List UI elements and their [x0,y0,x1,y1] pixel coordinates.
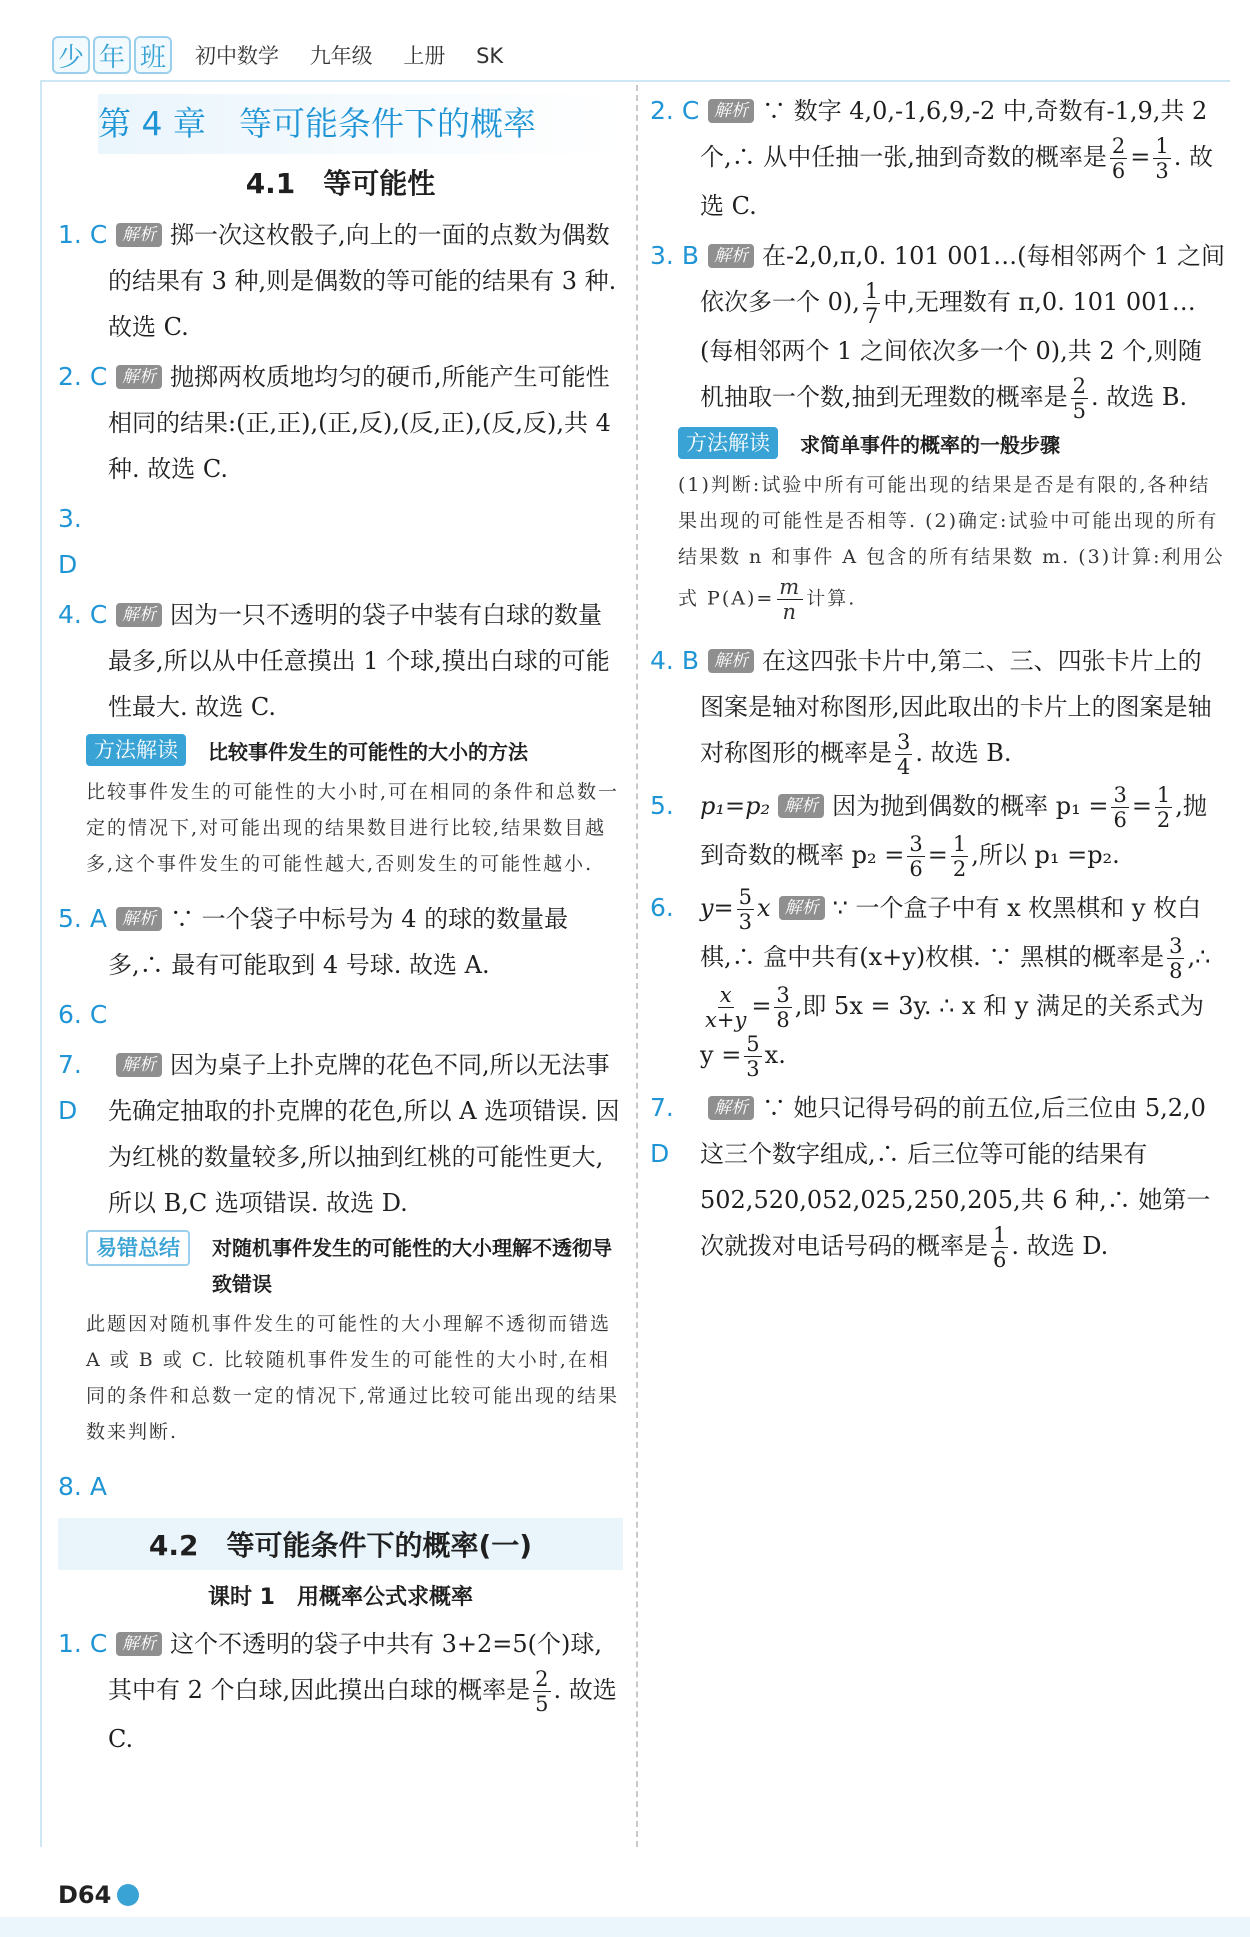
fraction: $\frac{3}{8}$ [1169,934,1183,983]
brand-char: 少 [52,36,90,74]
method-title: 求简单事件的概率的一般步骤 [800,433,1060,457]
header-meta [195,40,527,70]
analysis-tag: 解析 [708,649,754,673]
question-number: 8. [58,1472,82,1501]
answer-item [58,496,623,588]
fraction: $\frac{1}{2}$ [1156,783,1171,832]
answer-letter: D [58,1096,78,1125]
answer-item [58,896,623,988]
answer-item [58,1464,623,1510]
brand-logo [52,36,175,74]
fraction: $\frac{1}{6}$ [993,1223,1007,1272]
left-frame-rule [40,80,42,1847]
lesson-title: 课时 1 用概率公式求概率 [208,1585,473,1610]
chapter-title: 第 4 章 等可能条件下的概率 [98,94,623,154]
analysis-text: 因为桌子上扑克牌的花色不同,所以无法事先确定抽取的扑克牌的花色,所以 A 选项错误. 因为红桃的数量较多,所以抽到红桃的可能性更大,所以 B,C 选项错误. 故选 D. [108,1051,620,1217]
method-tag: 方法解读 [678,427,778,459]
fraction: $\frac{1}{7}$ [864,279,879,328]
answer-letter: C [89,600,108,629]
answer-item: 6. y= $\frac{5}{3}$ x 解析 ∵ 一个盒子中有 x 枚黑棋和 y 枚白棋,∴ 盒中共有(x+y)枚棋. ∵ 黑棋的概率是 $\frac{3}{8}$ ,∴ $\frac{x}{x+y}$ = $\frac{3}{8}$ ,即 5x = 3y. ∴ x 和 y 满足的关系式为 y = $\frac{5}{3}$ x. [650,885,1211,1081]
analysis-tag: 解析 [708,244,754,268]
analysis-tag: 解析 [116,907,162,931]
fraction: $\frac{2}{5}$ [535,1667,549,1716]
question-number: 4. [58,600,82,629]
answer-item [58,1042,623,1226]
section-title: 4.1 等可能性 [245,167,436,200]
analysis-text: 抛掷两枚质地均匀的硬币,所能产生可能性相同的结果:(正,正),(正,反),(反,正),(反,反),共 4 种. 故选 C. [108,363,611,483]
analysis-tag: 解析 [116,1053,162,1077]
brand-char: 年 [93,36,131,74]
section-title: 4.2 等可能条件下的概率(一) [58,1518,623,1570]
column-divider [636,85,638,1847]
question-number: 2. [650,96,674,125]
right-column [650,88,1225,1276]
answer-item [58,212,623,350]
method-body: 比较事件发生的可能性的大小时,可在相同的条件和总数一定的情况下,对可能出现的结果数目进行比较,结果数目越多,这个事件发生的可能性越大,否则发生的可能性越小. [86,781,620,875]
question-number: 6. [650,893,674,922]
analysis-text: 这个不透明的袋子中共有 3+2=5(个)球,其中有 2 个白球,因此摸出白球的概率是 [108,1630,603,1704]
question-number: 1. [58,220,82,249]
analysis-tag: 解析 [116,223,162,247]
method-tag: 方法解读 [86,734,186,766]
fraction: $\frac{m}{n}$ [779,575,802,624]
brand-char: 班 [134,36,172,74]
answer-letter: D [650,1139,670,1168]
answer-item: 5. p₁=p₂ 解析 因为抛到偶数的概率 p₁ = $\frac{3}{6}$ = $\frac{1}{2}$ ,抛到奇数的概率 p₂ = $\frac{3}{6}$ = $\frac{1}{2}$ ,所以 p₁ =p₂. [650,783,1207,881]
answer-value: p₁=p₂ [700,792,771,820]
page-number: D64 [58,1881,112,1909]
analysis-tag: 解析 [116,1632,162,1656]
analysis-tag: 解析 [116,603,162,627]
fraction: $\frac{3}{6}$ [1113,783,1127,832]
analysis-text: 掷一次这枚骰子,向上的一面的点数为偶数的结果有 3 种,则是偶数的等可能的结果有 3 种. 故选 C. [108,221,617,341]
method-box [678,427,1225,624]
analysis-tag: 解析 [779,896,825,920]
question-number: 5. [650,791,674,820]
question-number: 3. [58,504,82,533]
fraction: $\frac{3}{6}$ [909,832,923,881]
fraction: $\frac{2}{5}$ [1072,374,1087,423]
answer-item: 7. D 解析 ∵ 她只记得号码的前五位,后三位由 5,2,0 这三个数字组成,∴ 后三位等可能的结果有 502,520,052,025,250,205,共 6 种,∴ 她第一次就拨对电话号码的概率是 $\frac{1}{6}$ . 故选 D. [650,1093,1211,1272]
question-number: 5. [58,904,82,933]
error-body: 此题因对随机事件发生的可能性的大小理解不透彻而错选 A 或 B 或 C. 比较随机事件发生的可能性的大小时,在相同的条件和总数一定的情况下,常通过比较可能出现的结果数来判断. [86,1313,620,1443]
fraction: $\frac{5}{3}$ [746,1032,760,1081]
answer-letter: C [89,1629,108,1658]
answer-letter: A [89,904,107,933]
answer-item: 1. C 解析 这个不透明的袋子中共有 3+2=5(个)球,其中有 2 个白球,因此摸出白球的概率是 $\frac{2}{5}$ . 故选 C. [58,1629,617,1753]
subject: 初中数学 [195,44,279,68]
page-dot-icon [117,1884,139,1906]
fraction: $\frac{2}{6}$ [1111,134,1126,183]
grade: 九年级 [309,44,373,68]
volume: 上册 [403,44,446,68]
fraction: $\frac{3}{8}$ [776,983,790,1032]
answer-item: 4. B 解析 在这四张卡片中,第二、三、四张卡片上的图案是轴对称图形,因此取出的卡片上的图案是轴对称图形的概率是 $\frac{3}{4}$ . 故选 B. [650,646,1212,779]
analysis-tag: 解析 [708,99,754,123]
fraction: $\frac{1}{3}$ [1155,134,1169,183]
analysis-tag: 解析 [778,794,824,818]
bottom-bar [0,1917,1250,1937]
answer-letter: C [89,362,108,391]
answer-item: 2. C 解析 ∵ 数字 4,0,-1,6,9,-2 中,奇数有-1,9,共 2 个,∴ 从中任抽一张,抽到奇数的概率是 $\frac{2}{6}$ = $\frac{1}{3}$ . 故选 C. [650,96,1214,220]
method-title: 比较事件发生的可能性的大小的方法 [208,740,528,764]
question-number: 4. [650,646,674,675]
error-title: 对随机事件发生的可能性的大小理解不透彻导致错误 [212,1236,612,1296]
method-body: (1)判断:试验中所有可能出现的结果是否是有限的,各种结果出现的可能性是否相等. (2)确定:试验中可能出现的所有结果数 n 和事件 A 包含的所有结果数 m. (3)计算:利用公式 P(A)= $\frac{m}{n}$ 计算. [678,474,1225,624]
answer-letter: B [681,646,699,675]
page-footer [58,1881,139,1909]
answer-item: 3. B 解析 在-2,0,π,0. 101 001…(每相邻两个 1 之间依次多一个 0), $\frac{1}{7}$ 中,无理数有 π,0. 101 001…(每相邻两个 1 之间依次多一个 0),共 2 个,则随机抽取一个数,抽到无理数的概率是 $\frac{2}{5}$ . 故选 B. [650,241,1225,423]
answer-item [58,354,623,492]
fraction: $\frac{3}{4}$ [897,730,911,779]
analysis-tag: 解析 [708,1096,754,1120]
question-number: 7. [650,1093,674,1122]
method-box [86,734,623,882]
analysis-tag: 解析 [116,365,162,389]
question-number: 6. [58,1000,82,1029]
analysis-text: ∵ 一个袋子中标号为 4 的球的数量最多,∴ 最有可能取到 4 号球. 故选 A. [108,905,569,979]
question-number: 3. [650,241,674,270]
analysis-text: ∵ 数字 4,0,-1,6,9,-2 中,奇数有-1,9,共 2 个,∴ 从中任抽一张,抽到奇数的概率是 [700,97,1208,171]
fraction: $\frac{1}{2}$ [952,832,967,881]
error-summary-box [86,1230,623,1450]
answer-letter: C [89,220,108,249]
error-tag: 易错总结 [86,1230,190,1266]
answer-letter: A [89,1472,107,1501]
page-header [52,30,527,80]
question-number: 1. [58,1629,82,1658]
answer-letter: B [681,241,699,270]
answer-item [58,992,623,1038]
left-column [58,88,623,1766]
edition: SK [476,44,504,68]
question-number: 2. [58,362,82,391]
answer-letter: D [58,550,78,579]
fraction: $\frac{5}{3}$ [738,885,753,934]
answer-letter: C [681,96,700,125]
question-number: 7. [58,1050,82,1079]
answer-item [58,592,623,730]
fraction: $\frac{x}{x+y}$ [705,983,747,1032]
header-rule [40,80,1230,82]
answer-letter: C [89,1000,108,1029]
analysis-text: 因为一只不透明的袋子中装有白球的数量最多,所以从中任意摸出 1 个球,摸出白球的可能性最大. 故选 C. [108,601,610,721]
